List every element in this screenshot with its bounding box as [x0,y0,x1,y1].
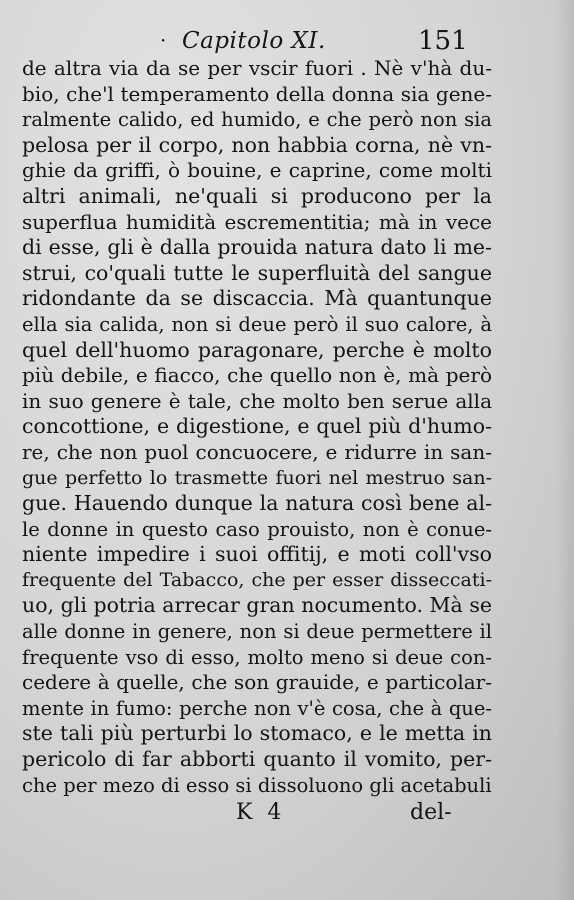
text-line: frequente del Tabacco, che per esser disseccati- [22,568,492,591]
text-line: alle donne in genere, non si deue permettere il [22,620,492,644]
text-line: mente in fumo: perche non v'è cosa, che à que- [22,696,492,720]
text-line: re, che non puol concuocere, e ridurre in san- [22,439,492,464]
header-mark: · [160,28,167,52]
text-line: ella sia calida, non si deue però il suo calore, à [22,312,492,336]
text-line: in suo genere è tale, che molto ben serue alla [22,388,492,413]
text-line: ste tali più perturbi lo stomaco, e le metta in [22,721,492,746]
signature-mark: K 4 [236,800,286,825]
chapter-title: Capitolo XI. [182,28,326,54]
text-line: niente impedire i suoi offitij, e moti coll'vso [22,542,492,567]
page-footer [0,800,574,830]
text-line: quel dell'huomo paragonare, perche è molto [22,337,492,362]
text-line: le donne in questo caso prouisto, non è conue- [22,517,492,541]
text-line: concottione, e digestione, e quel più d'humo- [22,414,492,439]
text-line: strui, co'quali tutte le superfluità del sangue [22,260,492,285]
text-line: bio, che'l temperamento della donna sia gene- [22,81,492,106]
text-line: ghie da griffi, ò bouine, e caprine, come molti [22,158,492,183]
text-line: più debile, e fiacco, che quello non è, mà però [22,363,492,388]
text-line: uo, gli potria arrecar gran nocumento. Mà se [22,593,492,618]
body-text [22,56,492,798]
text-line: superflua humidità escrementitia; mà in vece [22,209,492,234]
text-line: gue. Hauendo dunque la natura così bene al- [22,491,492,516]
text-line: di esse, gli è dalla prouida natura dato li me- [22,235,492,260]
running-header [160,26,468,56]
text-line: de altra via da se per vscir fuori . Nè v'hà du- [22,56,492,80]
text-line: pericolo di far abborti quanto il vomito, per- [22,747,492,772]
text-line: gue perfetto lo trasmette fuori nel mestruo san- [22,466,492,489]
page-gutter-shadow [556,0,574,900]
text-line: altri animali, ne'quali si producono per la [22,183,492,208]
text-line: che per mezo di esso si dissoluono gli acetabuli [22,773,492,797]
text-line: cedere à quelle, che son grauide, e particolar- [22,670,492,695]
text-line: ralmente calido, ed humido, e che però non sia [22,108,492,132]
text-line: frequente vso di esso, molto meno si deue con- [22,645,492,669]
catchword: del- [410,800,452,825]
text-line: pelosa per il corpo, non habbia corna, nè vn- [22,132,492,157]
page-number: 151 [418,26,468,56]
text-line: ridondante da se discaccia. Mà quantunque [22,286,492,311]
